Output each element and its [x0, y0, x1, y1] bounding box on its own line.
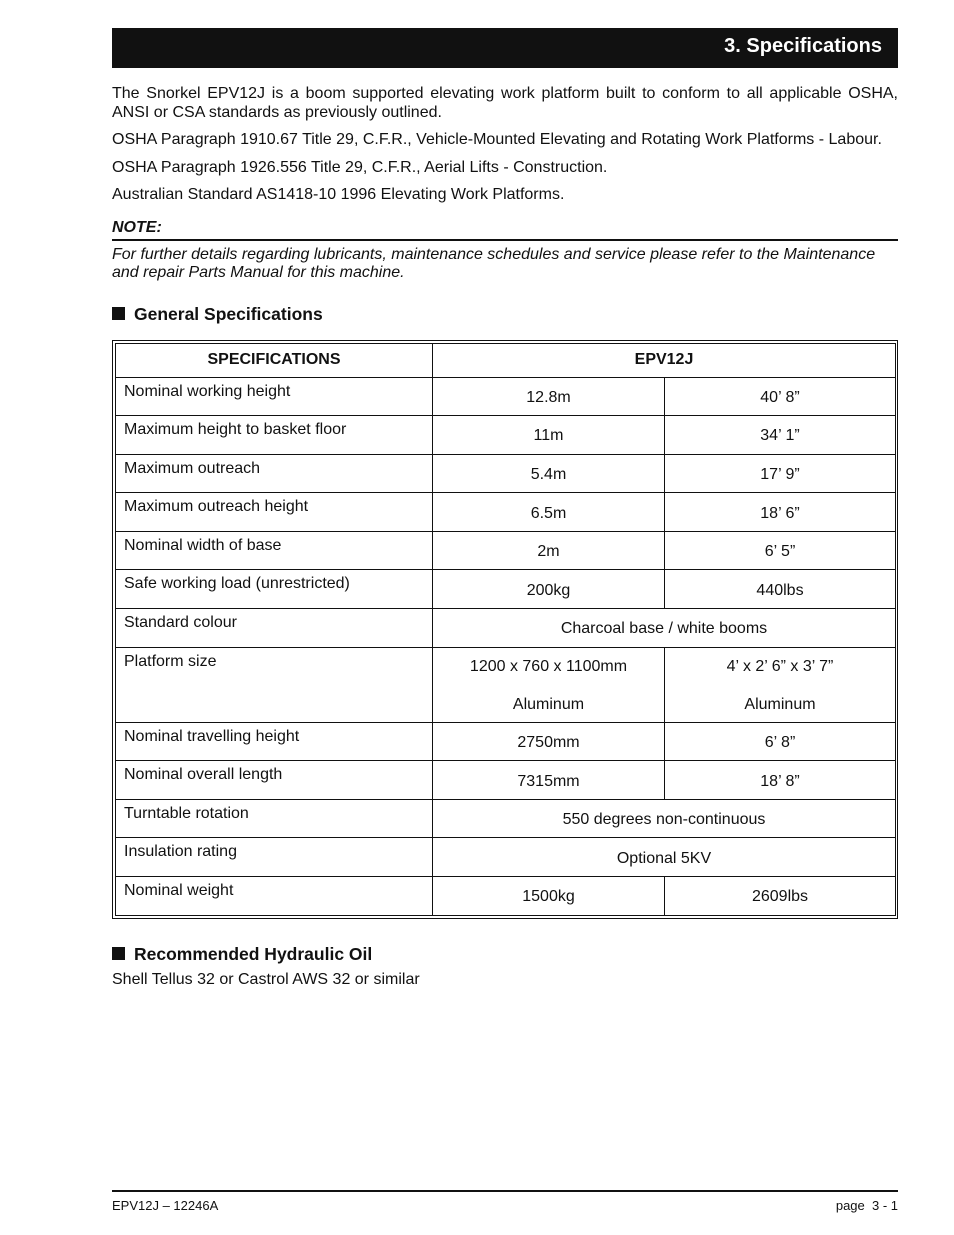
table-row	[116, 531, 896, 570]
row-label: Safe working load (unrestricted)	[116, 570, 433, 609]
general-specifications-title: General Specifications	[134, 303, 323, 324]
metric-value: 7315mm	[433, 761, 665, 800]
general-specifications-heading	[112, 303, 898, 325]
table-row	[116, 609, 896, 648]
page-title: 3. Specifications	[724, 35, 882, 57]
model-column-header: EPV12J	[433, 343, 896, 377]
note-text: For further details regarding lubricants, maintenance schedules and service please refer to the Maintenance and repair Parts Manual for this machine.	[112, 245, 876, 281]
table-row	[116, 454, 896, 493]
row-label: Standard colour	[116, 609, 433, 648]
metric-value: 200kg	[433, 570, 665, 609]
content	[112, 85, 898, 989]
imperial-value: 18’ 8”	[665, 761, 896, 800]
note-heading: NOTE:	[112, 219, 898, 241]
footer-document-id: EPV12J – 12246A	[112, 1198, 219, 1213]
footer-page-number: page 3 - 1	[835, 1198, 898, 1213]
metric-value: 11m	[433, 416, 665, 455]
metric-value: 12.8m	[433, 377, 665, 416]
row-label: Insulation rating	[116, 838, 433, 877]
metric-value: 1500kg	[433, 877, 665, 916]
row-label: Nominal weight	[116, 877, 433, 916]
table-row	[116, 838, 896, 877]
imperial-value: 40’ 8”	[665, 377, 896, 416]
australian-standard-paragraph: Australian Standard AS1418-10 1996 Elevating Work Platforms.	[112, 186, 565, 203]
row-label: Nominal travelling height	[116, 722, 433, 761]
table-header-row	[116, 343, 896, 377]
osha-1910-paragraph: OSHA Paragraph 1910.67 Title 29, C.F.R., Vehicle-Mounted Elevating and Rotating Work Platforms - Labour.	[112, 131, 882, 148]
imperial-value: 18’ 6”	[665, 493, 896, 532]
imperial-value: 2609lbs	[665, 877, 896, 916]
specifications-column-header: SPECIFICATIONS	[116, 343, 433, 377]
row-label: Maximum height to basket floor	[116, 416, 433, 455]
square-bullet-icon	[112, 307, 125, 320]
platform-size-imperial: 4’ x 2’ 6” x 3’ 7”	[726, 658, 834, 676]
row-label: Turntable rotation	[116, 799, 433, 838]
row-label: Maximum outreach	[116, 454, 433, 493]
square-bullet-icon	[112, 947, 125, 960]
platform-material-metric: Aluminum	[512, 696, 585, 714]
merged-value: 550 degrees non-continuous	[433, 799, 896, 838]
imperial-value: 6’ 8”	[665, 722, 896, 761]
imperial-value: 34’ 1”	[665, 416, 896, 455]
specifications-table-frame	[112, 340, 898, 919]
platform-material-imperial: Aluminum	[744, 696, 816, 714]
imperial-value: 440lbs	[665, 570, 896, 609]
row-label: Nominal overall length	[116, 761, 433, 800]
row-label: Maximum outreach height	[116, 493, 433, 532]
platform-size-metric: 1200 x 760 x 1100mm	[469, 658, 628, 676]
hydraulic-oil-heading	[112, 943, 898, 965]
metric-value: 5.4m	[433, 454, 665, 493]
table-row	[116, 877, 896, 916]
footer-rule	[112, 1190, 898, 1192]
metric-value: 6.5m	[433, 493, 665, 532]
table-row	[116, 761, 896, 800]
imperial-value	[665, 647, 896, 722]
metric-value: 2750mm	[433, 722, 665, 761]
metric-value: 2m	[433, 531, 665, 570]
table-row	[116, 647, 896, 722]
specifications-table	[115, 343, 896, 916]
table-row	[116, 416, 896, 455]
merged-value: Charcoal base / white booms	[433, 609, 896, 648]
imperial-value: 17’ 9”	[665, 454, 896, 493]
table-row	[116, 799, 896, 838]
osha-1926-paragraph: OSHA Paragraph 1926.556 Title 29, C.F.R., Aerial Lifts - Construction.	[112, 158, 608, 176]
row-label: Nominal working height	[116, 377, 433, 416]
header-bar	[112, 28, 898, 68]
hydraulic-oil-title: Recommended Hydraulic Oil	[134, 943, 373, 964]
merged-value: Optional 5KV	[433, 838, 896, 877]
table-row	[116, 493, 896, 532]
table-row	[116, 722, 896, 761]
table-row	[116, 570, 896, 609]
table-row	[116, 377, 896, 416]
metric-value	[433, 647, 665, 722]
imperial-value: 6’ 5”	[665, 531, 896, 570]
row-label: Nominal width of base	[116, 531, 433, 570]
row-label: Platform size	[116, 647, 433, 722]
intro-paragraph: The Snorkel EPV12J is a boom supported elevating work platform built to conform to all applicable OSHA, ANSI or CSA standards as previously outlined.	[112, 85, 898, 121]
hydraulic-oil-text: Shell Tellus 32 or Castrol AWS 32 or similar	[112, 970, 420, 988]
